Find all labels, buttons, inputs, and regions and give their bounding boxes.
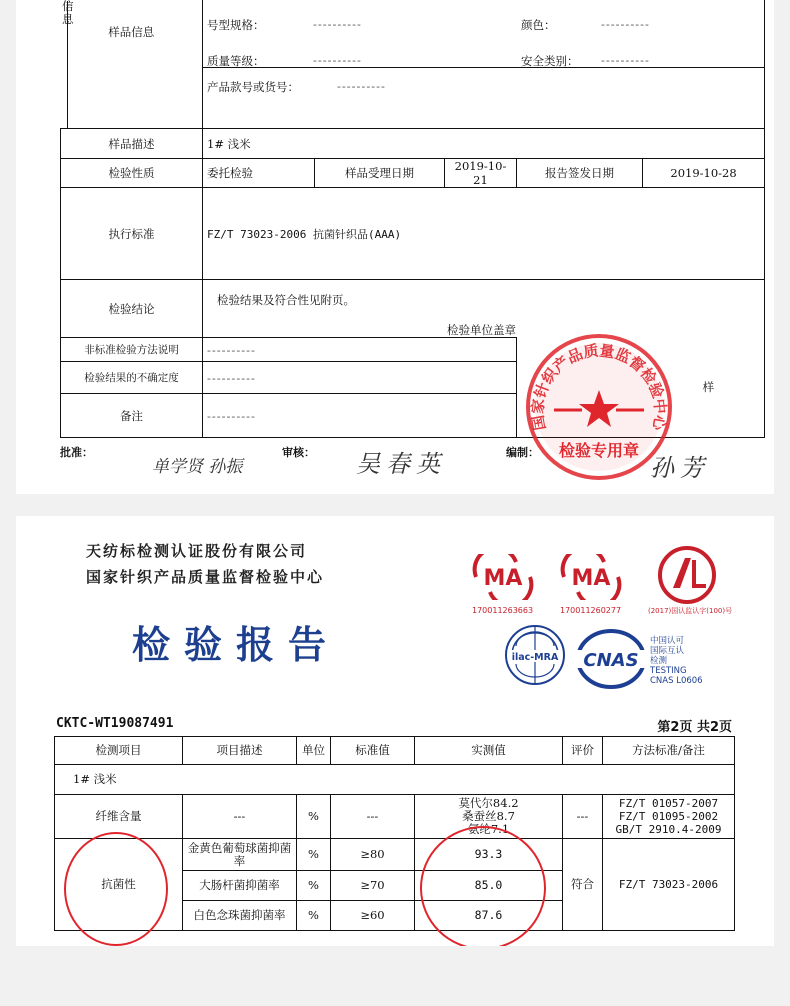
antibac-measured: 87.6 (415, 901, 563, 931)
antibac-desc: 白色念珠菌抑菌率 (183, 901, 297, 931)
sample-info-label: 样品信息 (108, 24, 155, 39)
antibac-std: ≥70 (331, 871, 415, 901)
article-label: 产品款号或货号： (207, 80, 299, 94)
fiber-desc: --- (183, 795, 297, 839)
column-header: 项目描述 (183, 737, 297, 765)
page-indicator: 第2页 共2页 (657, 720, 732, 735)
received-value: 2019-10-21 (445, 159, 517, 188)
right-char: 样 (517, 338, 765, 438)
antibac-desc: 大肠杆菌抑菌率 (183, 871, 297, 901)
conclusion-value: 检验结果及符合性见附页。 (217, 293, 355, 307)
remark-label: 备注 (61, 394, 203, 438)
model-label: 号型规格： (207, 18, 265, 32)
fiber-item: 纤维含量 (55, 795, 183, 839)
grade-label: 质量等级： (207, 54, 265, 68)
model-value: ---------- (313, 17, 362, 31)
cma-logo-2-text: MA (571, 566, 611, 591)
seal-bottom-text: 检验专用章 (558, 441, 640, 460)
nonstd-label: 非标准检验方法说明 (61, 338, 203, 362)
nature-label: 检验性质 (61, 159, 203, 188)
received-label: 样品受理日期 (315, 159, 445, 188)
fiber-method-line: FZ/T 01095-2002 (618, 810, 719, 823)
company-name: 天纺标检测认证股份有限公司 (86, 542, 308, 560)
cma-logo-2-icon (556, 554, 626, 600)
antibac-std: ≥60 (331, 901, 415, 931)
conclusion-label: 检验结论 (61, 280, 203, 338)
cnas-caption-line: 中国认可 (650, 636, 685, 646)
cnas-logo-icon (572, 628, 650, 690)
cnas-caption-line: CNAS L0606 (650, 676, 703, 686)
column-header: 标准值 (331, 737, 415, 765)
fiber-method-line: FZ/T 01057-2007 (618, 797, 719, 810)
table-header-row (55, 737, 735, 765)
cnas-caption (650, 636, 703, 686)
fiber-unit: % (297, 795, 331, 839)
antibac-measured: 85.0 (415, 871, 563, 901)
uncert-label: 检验结果的不确定度 (61, 362, 203, 394)
column-header: 实测值 (415, 737, 563, 765)
cnas-caption-line: 国际互认 (650, 646, 685, 656)
sample-info-fields (203, 0, 765, 129)
issued-label: 报告签发日期 (517, 159, 643, 188)
report-number: CKTC-WT19087491 (56, 716, 174, 731)
compile-signature: 孙芳 (650, 454, 710, 482)
report-card (16, 516, 774, 946)
safety-label: 安全类别： (521, 54, 579, 68)
highlight-circle (64, 832, 168, 946)
antibac-std: ≥80 (331, 839, 415, 871)
desc-label: 样品描述 (61, 129, 203, 159)
fiber-measured-line: 桑蚕丝8.7 (462, 809, 515, 823)
fiber-std: --- (331, 795, 415, 839)
report-title: 检验报告 (132, 622, 341, 667)
desc-value: 1# 浅米 (203, 129, 765, 159)
ilac-mra-text: ilac-MRA (511, 652, 559, 663)
issued-value: 2019-10-28 (643, 159, 765, 188)
cnas-caption-line: TESTING (650, 666, 687, 676)
review-label: 审核： (282, 446, 315, 459)
safety-value: ---------- (601, 53, 650, 67)
fiber-measured-line: 莫代尔84.2 (458, 796, 519, 810)
color-label: 颜色： (521, 18, 556, 32)
cal-number: (2017)国认监认字(100)号 (648, 607, 733, 615)
standard-label: 执行标准 (61, 188, 203, 280)
sample-info-card (16, 0, 774, 494)
table-row (55, 795, 735, 839)
antibac-desc: 金黄色葡萄球菌抑菌率 (183, 839, 297, 871)
cal-logo-icon (656, 544, 718, 606)
antibac-measured: 93.3 (415, 839, 563, 871)
column-header: 评价 (563, 737, 603, 765)
sample-info-label-cell (61, 0, 203, 129)
inspection-seal (524, 332, 674, 482)
approve-label: 批准： (60, 446, 93, 459)
cma-number: 170011263663 (472, 606, 534, 615)
sample-row (55, 765, 735, 795)
cma-logo-text: MA (483, 566, 523, 591)
antibac-unit: % (297, 839, 331, 871)
nonstd-value: ---------- (203, 338, 517, 362)
seal-ring-text: 国家针织产品质量监督检验中心 (528, 341, 670, 432)
highlight-circle (420, 826, 546, 946)
center-name: 国家针织产品质量监督检验中心 (86, 568, 325, 586)
uncert-value: ---------- (203, 362, 517, 394)
cma-number-2: 170011260277 (560, 606, 622, 615)
fiber-method-line: GB/T 2910.4-2009 (615, 823, 722, 836)
fiber-eval: --- (563, 795, 603, 839)
antibac-method: FZ/T 73023-2006 (603, 839, 735, 931)
column-header: 单位 (297, 737, 331, 765)
remark-value: ---------- (203, 394, 517, 438)
cma-logo-icon (468, 554, 538, 600)
grade-value: ---------- (313, 53, 362, 67)
fiber-measured-line: 氨纶7.1 (467, 822, 510, 836)
nature-value: 委托检验 (203, 159, 315, 188)
cnas-logo-text: CNAS (583, 650, 639, 671)
column-header: 检测项目 (55, 737, 183, 765)
color-value: ---------- (601, 17, 650, 31)
antibac-item: 抗菌性 (55, 839, 183, 931)
ilac-mra-logo-icon (504, 620, 566, 690)
approve-signature: 单学贤 孙振 (152, 457, 243, 477)
conclusion-cell (203, 280, 765, 338)
side-label: 信 息 (62, 0, 74, 26)
column-header: 方法标准/备注 (603, 737, 735, 765)
sample-row-label: 1# 浅米 (55, 765, 735, 795)
compile-label: 编制： (506, 446, 539, 459)
stamp-label: 检验单位盖章 (447, 323, 516, 337)
cnas-caption-line: 检测 (650, 656, 668, 666)
review-signature: 吴春英 (356, 450, 446, 478)
antibac-unit: % (297, 901, 331, 931)
article-value: ---------- (337, 79, 386, 93)
antibac-eval: 符合 (563, 839, 603, 931)
antibac-unit: % (297, 871, 331, 901)
fiber-method (603, 795, 735, 839)
standard-value: FZ/T 73023-2006 抗菌针织品(AAA) (203, 188, 765, 280)
